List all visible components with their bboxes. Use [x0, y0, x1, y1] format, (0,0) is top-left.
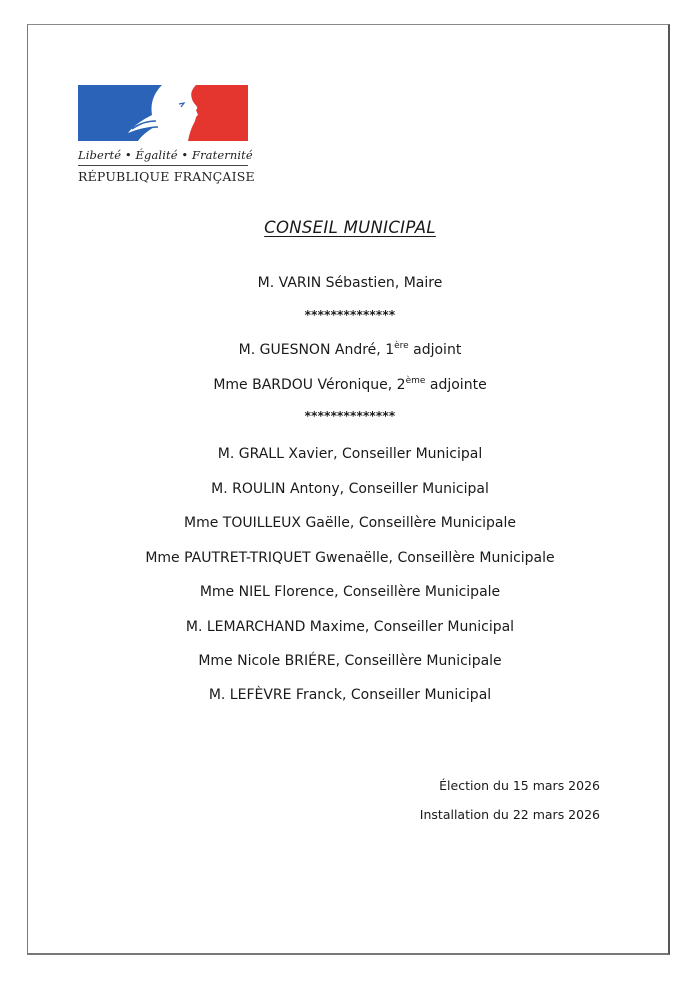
councillor-name: Mme NIEL Florence	[199, 584, 335, 600]
adjoint-name: Mme BARDOU Véronique	[213, 377, 388, 393]
separator-1: **************	[304, 308, 396, 322]
councillor-name: M. ROULIN Antony	[211, 481, 340, 497]
councillor-role: Conseiller Municipal	[350, 687, 492, 703]
councillor-role: Conseiller Municipal	[348, 481, 489, 497]
councillor-line: Mme PAUTRET-TRIQUET Gwenaëlle, Conseillère Municipale	[145, 550, 555, 566]
councillor-name: Mme Nicole BRIÉRE	[198, 653, 336, 669]
councillor-name: M. LEMARCHAND Maxime	[185, 619, 365, 635]
installation-date: Installation du 22 mars 2026	[419, 807, 600, 822]
councillor-line: Mme Nicole BRIÉRE, Conseillère Municipale	[198, 653, 502, 669]
mayor-line: M. VARIN Sébastien, Maire	[257, 275, 443, 291]
adjoint-line: Mme BARDOU Véronique, 2ème adjointe	[213, 376, 487, 393]
councillor-line: M. LEMARCHAND Maxime, Conseiller Municipal	[185, 619, 515, 635]
councillor-line: Mme TOUILLEUX Gaëlle, Conseillère Municipale	[184, 515, 516, 531]
councillor-role: Conseillère Municipale	[397, 550, 555, 566]
marianne-profile-icon	[78, 85, 248, 141]
councillor-name: Mme TOUILLEUX Gaëlle	[184, 515, 350, 531]
adjoint-role: adjoint	[413, 342, 462, 358]
adjoint-rank: 1	[385, 342, 395, 358]
mayor-role: Maire	[403, 275, 443, 291]
adjoint-rank-suffix: ème	[405, 376, 426, 386]
marianne-flag-icon	[78, 85, 248, 141]
election-date: Élection du 15 mars 2026	[439, 778, 600, 793]
councillor-role: Conseillère Municipale	[342, 584, 501, 600]
logo-divider	[78, 165, 248, 166]
republic-motto: Liberté • Égalité • Fraternité	[78, 148, 253, 162]
adjoint-rank-suffix: ère	[394, 341, 409, 351]
councillor-line: M. ROULIN Antony, Conseiller Municipal	[211, 481, 489, 497]
republique-francaise-logo	[78, 85, 255, 184]
adjoint-role: adjointe	[429, 377, 487, 393]
councillor-line: M. GRALL Xavier, Conseiller Municipal	[217, 446, 483, 462]
councillor-role: Conseiller Municipal	[373, 619, 515, 635]
councillor-role: Conseillère Municipale	[344, 653, 502, 669]
adjoint-name: M. GUESNON André	[238, 342, 377, 358]
councillor-line: Mme NIEL Florence, Conseillère Municipale	[199, 584, 501, 600]
councillor-name: M. GRALL Xavier	[217, 446, 334, 462]
councillor-role: Conseillère Municipale	[358, 515, 516, 531]
adjoint-rank: 2	[396, 377, 406, 393]
councillor-role: Conseiller Municipal	[341, 446, 483, 462]
document-title: CONSEIL MUNICIPAL	[264, 218, 436, 237]
councillor-name: Mme PAUTRET-TRIQUET Gwenaëlle	[145, 550, 389, 566]
republic-name: RÉPUBLIQUE FRANÇAISE	[78, 169, 255, 184]
councillor-line: M. LEFÈVRE Franck, Conseiller Municipal	[208, 687, 492, 703]
separator-2: **************	[304, 409, 396, 423]
mayor-name: M. VARIN Sébastien	[257, 275, 395, 291]
councillor-name: M. LEFÈVRE Franck	[208, 687, 342, 703]
adjoint-line: M. GUESNON André, 1ère adjoint	[238, 341, 462, 358]
